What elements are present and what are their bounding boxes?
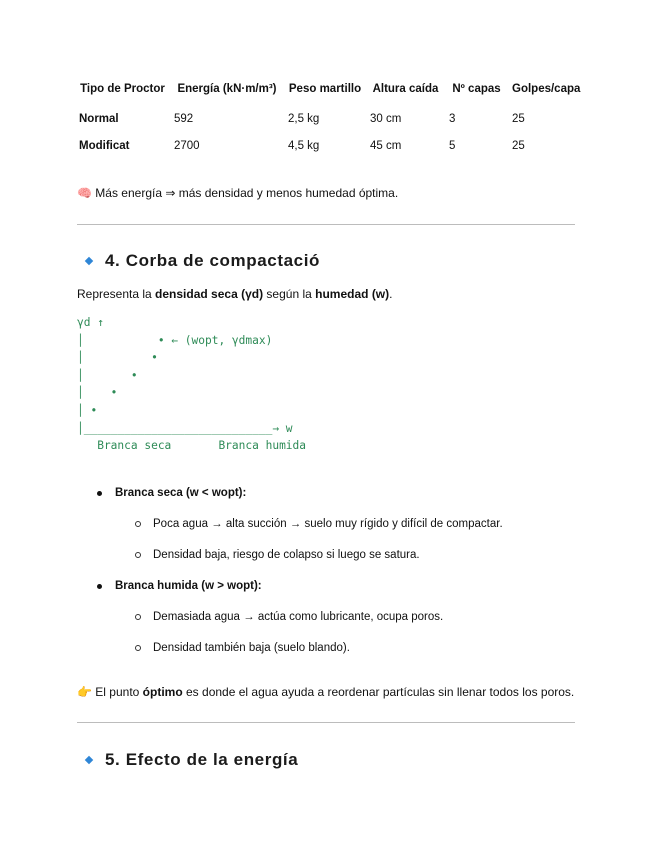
section-4-heading	[84, 251, 320, 271]
table-header-cell: Nº capas	[452, 83, 501, 95]
section-5-title: 5. Efecto de la energía	[105, 750, 299, 769]
table-cell: 25	[512, 139, 525, 152]
intro-text: Representa la	[77, 287, 156, 301]
table-cell: 5	[449, 139, 456, 152]
section-4-intro	[77, 287, 392, 301]
list-item: Demasiada agua → actúa como lubricante, ocupa poros.	[135, 610, 503, 641]
table-header-cell: Energía (kN·m/m³)	[177, 83, 277, 95]
optimum-note-bold: óptimo	[142, 685, 183, 699]
section-5-heading	[84, 750, 298, 770]
optimum-note	[77, 685, 574, 699]
table-cell: 592	[174, 112, 194, 125]
list-item: Poca agua → alta succión → suelo muy rígido y difícil de compactar.	[135, 517, 503, 548]
table-header-row	[75, 80, 584, 105]
table-cell: Normal	[79, 112, 119, 125]
intro-text: .	[389, 287, 393, 301]
intro-text: según la	[263, 287, 316, 301]
table-cell: 30 cm	[370, 112, 402, 125]
branch-list	[96, 486, 503, 672]
table-cell: 25	[512, 112, 525, 125]
table-header-cell: Golpes/capa	[512, 83, 581, 95]
list-item	[96, 486, 503, 579]
proctor-table	[75, 80, 584, 159]
list-item: Densidad baja, riesgo de colapso si luego se satura.	[135, 548, 503, 579]
table-cell: 2700	[174, 139, 200, 152]
branch-dry-sublist	[115, 517, 503, 579]
table-cell: 3	[449, 112, 456, 125]
table-header-cell: Tipo de Proctor	[80, 83, 165, 95]
table-header-cell: Peso martillo	[288, 83, 362, 95]
list-item: Densidad también baja (suelo blando).	[135, 641, 503, 672]
diamond-bullet-icon	[85, 756, 93, 764]
table-cell: 2,5 kg	[288, 112, 320, 125]
optimum-note-text: es donde el agua ayuda a reordenar partículas sin llenar todos los poros.	[182, 685, 575, 699]
intro-bold-density: densidad seca (γd)	[155, 287, 264, 301]
table-cell: Modificat	[79, 139, 130, 152]
energy-note	[77, 186, 398, 200]
section-4-title: 4. Corba de compactació	[105, 251, 321, 270]
table-header-cell: Altura caída	[372, 83, 439, 95]
optimum-note-text: El punto	[95, 685, 143, 699]
section-divider	[77, 722, 575, 723]
table-cell: 45 cm	[370, 139, 402, 152]
list-item	[96, 579, 503, 672]
intro-bold-humidity: humedad (w)	[315, 287, 390, 301]
branch-dry-title: Branca seca (w < wopt):	[115, 487, 247, 499]
table-row	[75, 132, 584, 159]
branch-wet-sublist	[115, 610, 503, 672]
table-cell: 4,5 kg	[288, 139, 320, 152]
pointing-hand-icon: 👉	[77, 685, 92, 699]
branch-wet-title: Branca humida (w > wopt):	[115, 580, 262, 592]
energy-note-text: Más energía ⇒ más densidad y menos humedad óptima.	[95, 186, 399, 200]
brain-icon: 🧠	[77, 186, 92, 200]
section-divider	[77, 224, 575, 225]
diamond-bullet-icon	[85, 257, 93, 265]
compaction-curve-ascii: γd ↑ │ • ← (wopt, γdmax) │ • │ • │ • │ • │____________________________→ w Branca seca Branca humida	[77, 316, 307, 453]
table-row	[75, 105, 584, 132]
